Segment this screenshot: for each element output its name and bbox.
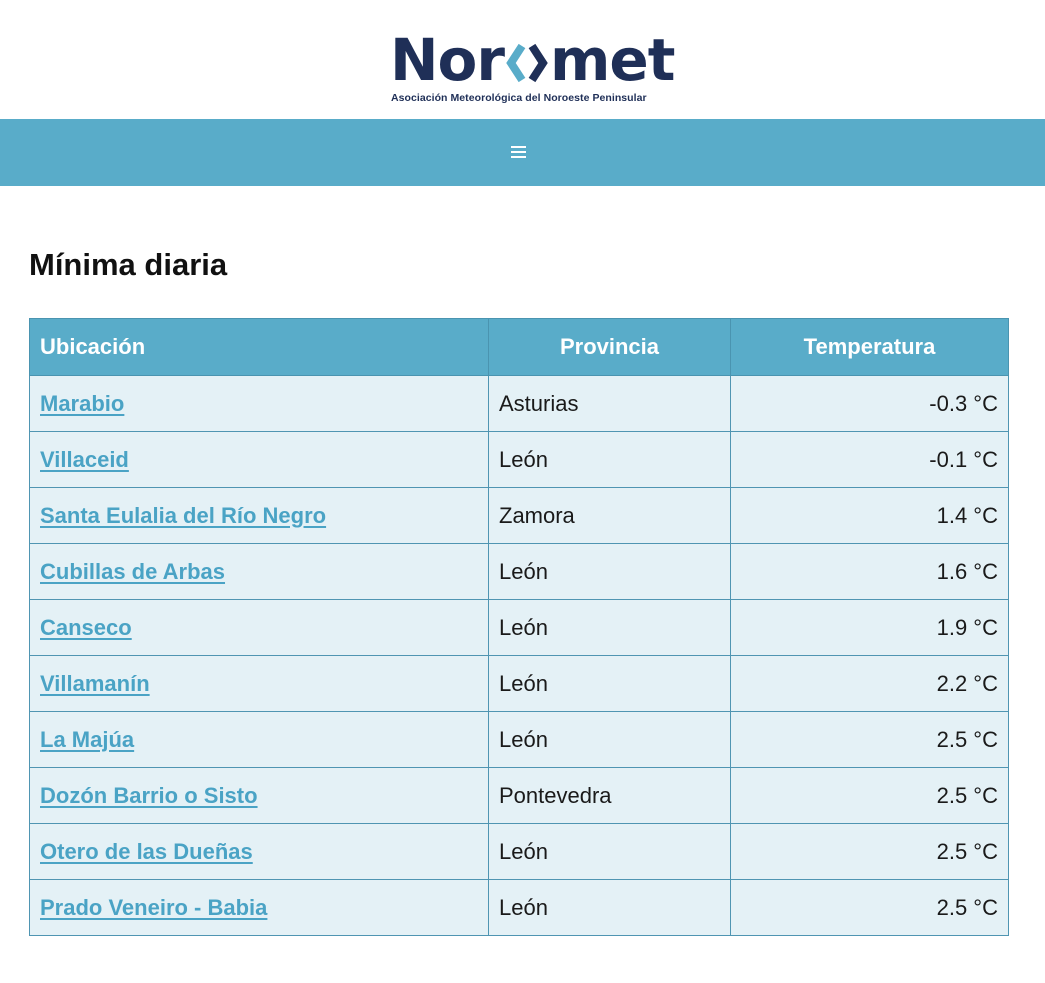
table-row	[30, 488, 1009, 544]
province-cell: Zamora	[489, 488, 731, 544]
location-cell	[30, 768, 489, 824]
table-row	[30, 768, 1009, 824]
location-link[interactable]: Santa Eulalia del Río Negro	[40, 502, 327, 528]
hamburger-menu-button[interactable]	[508, 141, 530, 163]
table-row	[30, 656, 1009, 712]
hamburger-icon	[511, 146, 526, 148]
temperature-cell: 2.5 °C	[731, 768, 1009, 824]
table-row	[30, 432, 1009, 488]
logo-o-arrows-icon	[504, 30, 550, 90]
noromet-logo[interactable]	[390, 26, 675, 108]
logo-text-end: met	[550, 26, 675, 94]
table-body	[30, 376, 1009, 936]
location-link[interactable]: Otero de las Dueñas	[40, 838, 253, 864]
location-cell	[30, 656, 489, 712]
table-row	[30, 712, 1009, 768]
location-cell	[30, 712, 489, 768]
table-header-row	[30, 319, 1009, 376]
province-cell: Pontevedra	[489, 768, 731, 824]
location-link[interactable]: La Majúa	[40, 726, 135, 752]
table-row	[30, 600, 1009, 656]
province-cell: León	[489, 712, 731, 768]
temperature-cell: -0.3 °C	[731, 376, 1009, 432]
temperature-cell: 1.6 °C	[731, 544, 1009, 600]
hamburger-icon-line-3	[511, 156, 526, 158]
temperature-cell: 1.9 °C	[731, 600, 1009, 656]
location-cell	[30, 600, 489, 656]
temperature-cell: 2.2 °C	[731, 656, 1009, 712]
header-temperature: Temperatura	[731, 319, 1009, 376]
location-cell	[30, 544, 489, 600]
province-cell: León	[489, 600, 731, 656]
location-link[interactable]: Villamanín	[40, 670, 150, 696]
province-cell: León	[489, 656, 731, 712]
location-cell	[30, 376, 489, 432]
location-cell	[30, 880, 489, 936]
location-cell	[30, 824, 489, 880]
nav-bar	[0, 119, 1045, 186]
location-link[interactable]: Villaceid	[40, 446, 129, 472]
province-cell: Asturias	[489, 376, 731, 432]
location-link[interactable]: Cubillas de Arbas	[40, 558, 226, 584]
location-link[interactable]: Dozón Barrio o Sisto	[40, 782, 258, 808]
temperature-cell: 2.5 °C	[731, 712, 1009, 768]
header-location: Ubicación	[30, 319, 489, 376]
table-row	[30, 880, 1009, 936]
header-province: Provincia	[489, 319, 731, 376]
province-cell: León	[489, 544, 731, 600]
table-row	[30, 376, 1009, 432]
table-row	[30, 824, 1009, 880]
logo-text-start: Nor	[390, 26, 504, 94]
province-cell: León	[489, 432, 731, 488]
temperature-cell: -0.1 °C	[731, 432, 1009, 488]
location-cell	[30, 432, 489, 488]
temperature-cell: 2.5 °C	[731, 824, 1009, 880]
temperature-cell: 1.4 °C	[731, 488, 1009, 544]
province-cell: León	[489, 824, 731, 880]
province-cell: León	[489, 880, 731, 936]
location-link[interactable]: Marabio	[40, 390, 125, 416]
min-temp-table	[29, 318, 1009, 936]
logo-tagline: Asociación Meteorológica del Noroeste Peninsular	[391, 92, 647, 104]
page-title: Mínima diaria	[29, 247, 228, 282]
location-link[interactable]: Canseco	[40, 614, 132, 640]
location-cell	[30, 488, 489, 544]
site-header	[0, 0, 1045, 119]
hamburger-icon-line-2	[511, 151, 526, 153]
logo-wordmark	[390, 26, 675, 94]
location-link[interactable]: Prado Veneiro - Babia	[40, 894, 268, 920]
temperature-cell: 2.5 °C	[731, 880, 1009, 936]
table-row	[30, 544, 1009, 600]
